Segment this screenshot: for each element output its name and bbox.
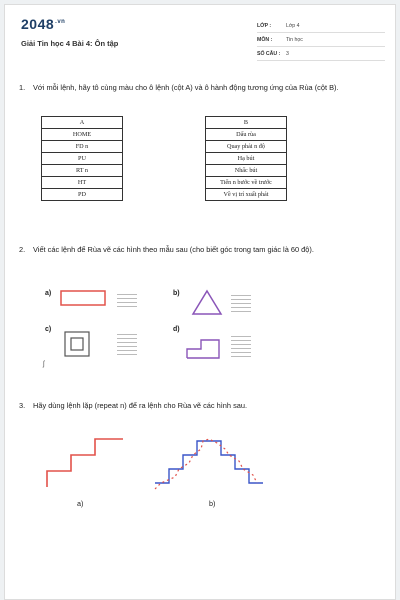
- table-cell[interactable]: Dấu rùa: [206, 129, 287, 141]
- table-column-b: [205, 116, 287, 201]
- blue-staircase-line: [155, 441, 263, 483]
- question-2: [19, 244, 389, 255]
- question-number: 1.: [19, 83, 26, 92]
- meta-key: LỚP :: [257, 22, 272, 29]
- staircase-line: [47, 439, 123, 487]
- purple-triangle-shape: [193, 291, 221, 314]
- red-dotted-path: [155, 439, 257, 489]
- table-cell[interactable]: RT n: [42, 165, 123, 177]
- table-cell[interactable]: HT: [42, 177, 123, 189]
- figure-label-a: a): [45, 290, 52, 297]
- meta-info: [257, 19, 385, 61]
- document-page: [4, 4, 396, 600]
- answer-lines: [117, 294, 137, 310]
- red-staircase-figure: [43, 435, 127, 493]
- table-header: B: [206, 117, 287, 129]
- question-number: 3.: [19, 401, 26, 410]
- question-text: Hãy dùng lệnh lặp (repeat n) để ra lệnh cho Rùa vẽ các hình sau.: [33, 401, 248, 410]
- pyramid-staircase-figure: [149, 433, 269, 497]
- table-cell[interactable]: Quay phải n độ: [206, 141, 287, 153]
- site-logo[interactable]: [21, 16, 65, 32]
- meta-key: SỐ CÂU :: [257, 50, 281, 57]
- meta-row-subject: [257, 33, 385, 47]
- question-text: Viết các lệnh để Rùa vẽ các hình theo mẫu sau (cho biết góc trong tam giác là 60 độ).: [33, 245, 314, 254]
- table-cell[interactable]: Hạ bút: [206, 153, 287, 165]
- table-cell[interactable]: PD: [42, 189, 123, 201]
- table-cell[interactable]: HOME: [42, 129, 123, 141]
- rectangle-figure: [60, 288, 108, 308]
- step-shape-figure: [185, 338, 221, 360]
- figure-caption-b: b): [209, 499, 216, 508]
- table-header: A: [42, 117, 123, 129]
- question-number: 2.: [19, 245, 26, 254]
- answer-lines: [117, 334, 137, 358]
- figure-caption-a: a): [77, 499, 84, 508]
- figure-label-d: d): [173, 326, 180, 333]
- figure-label-c: c): [45, 326, 52, 333]
- question-3: [19, 400, 389, 411]
- document-title: Giải Tin học 4 Bài 4: Ôn tập: [21, 39, 119, 48]
- table-column-a: [41, 116, 123, 201]
- table-cell[interactable]: PU: [42, 153, 123, 165]
- figure-label-b: b): [173, 290, 180, 297]
- inner-square-shape: [71, 338, 83, 350]
- table-cell[interactable]: Nhấc bút: [206, 165, 287, 177]
- table-cell[interactable]: Tiến n bước về trước: [206, 177, 287, 189]
- meta-row-class: [257, 19, 385, 33]
- meta-row-count: [257, 47, 385, 61]
- answer-lines: [231, 336, 251, 360]
- question-text: Với mỗi lệnh, hãy tô cùng màu cho ô lệnh (cột A) và ô hành động tương ứng của Rùa (cột B).: [33, 83, 339, 92]
- triangle-figure: [190, 288, 224, 318]
- nested-squares-figure: [63, 330, 93, 360]
- meta-key: MÔN :: [257, 36, 273, 43]
- meta-value: Tin học: [286, 36, 303, 43]
- table-cell[interactable]: Về vị trí xuất phát: [206, 189, 287, 201]
- stray-mark-icon: ʃ: [43, 361, 45, 368]
- purple-step-shape: [187, 340, 219, 358]
- red-rectangle-shape: [61, 291, 105, 305]
- outer-square-shape: [65, 332, 89, 356]
- meta-value: 3: [286, 50, 289, 57]
- logo-text: 2048: [21, 16, 55, 32]
- logo-suffix: .vn: [55, 19, 66, 26]
- table-cell[interactable]: FD n: [42, 141, 123, 153]
- answer-lines: [231, 295, 251, 315]
- question-1: [19, 82, 389, 93]
- meta-value: Lớp 4: [286, 22, 300, 29]
